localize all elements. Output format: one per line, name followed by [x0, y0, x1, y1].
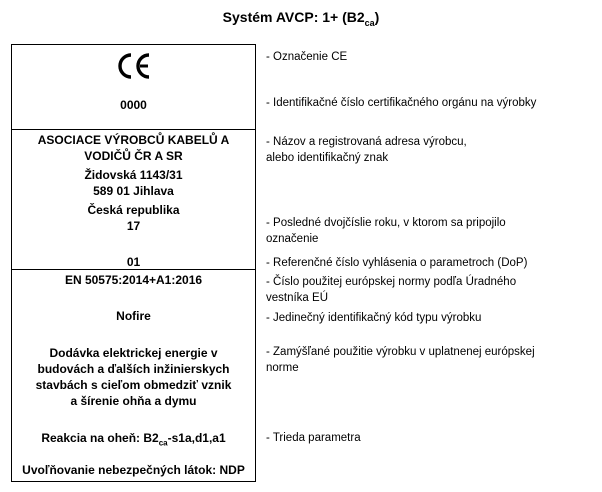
manufacturer-street: Židovská 1143/31 [84, 168, 183, 182]
reaction-to-fire: Reakcia na oheň: $B2_{ca}-s1a,d1,a1$ [41, 431, 226, 448]
note-standard: - Číslo použitej európskej normy podľa Úradného [266, 276, 517, 288]
intended-use-line4: a šírenie ohňa a dymu [70, 394, 197, 408]
note-notified-body: - Identifikačné číslo certifikačného orgánu na výrobky [266, 97, 537, 109]
note-standard-2: vestníka EÚ [266, 292, 328, 304]
product-code: Nofire [116, 309, 151, 323]
note-dop: - Referenčné číslo vyhlásenia o parametroch (DoP) [266, 257, 528, 269]
product-box [11, 269, 256, 482]
standard-number: EN 50575:2014+A1:2016 [64, 273, 203, 287]
ce-mark-icon [12, 51, 255, 84]
note-intended-use-2: norme [266, 362, 299, 374]
note-year-2: označenie [266, 233, 319, 245]
page-title: Systém AVCP: $1+ (B2_{ca})$ [222, 9, 380, 28]
year-code: 17 [126, 219, 141, 233]
manufacturer-name-line1: ASOCIACE VÝROBCŮ KABELŮ A [37, 133, 230, 147]
manufacturer-box [11, 129, 256, 270]
intended-use-line2: budovách a ďalších inžinierskych [37, 362, 230, 376]
manufacturer-name-line2: VODIČŮ ČR A SR [84, 149, 183, 163]
note-ce: - Označenie CE [266, 51, 348, 63]
manufacturer-city: 589 01 Jihlava [93, 184, 174, 198]
intended-use-line3: stavbách s cieľom obmedziť vznik [35, 378, 232, 392]
intended-use-line1: Dodávka elektrickej energie v [49, 346, 218, 360]
note-intended-use: - Zamýšľané použitie výrobku v uplatnenej európskej [266, 346, 535, 358]
manufacturer-country: Česká republika [87, 203, 180, 217]
note-year: - Posledné dvojčíslie roku, v ktorom sa pripojilo [266, 217, 506, 229]
ce-marking-box [11, 44, 256, 130]
note-manufacturer: - Názov a registrovaná adresa výrobcu, [266, 136, 467, 148]
dop-number: 01 [126, 255, 141, 269]
dangerous-substances: Uvoľňovanie nebezpečných látok: NDP [22, 463, 245, 477]
note-class: - Trieda parametra [266, 432, 361, 444]
note-manufacturer-2: alebo identifikačný znak [266, 152, 389, 164]
notified-body-code: 0000 [120, 98, 147, 112]
note-product-code: - Jedinečný identifikačný kód typu výrobku [266, 312, 482, 324]
